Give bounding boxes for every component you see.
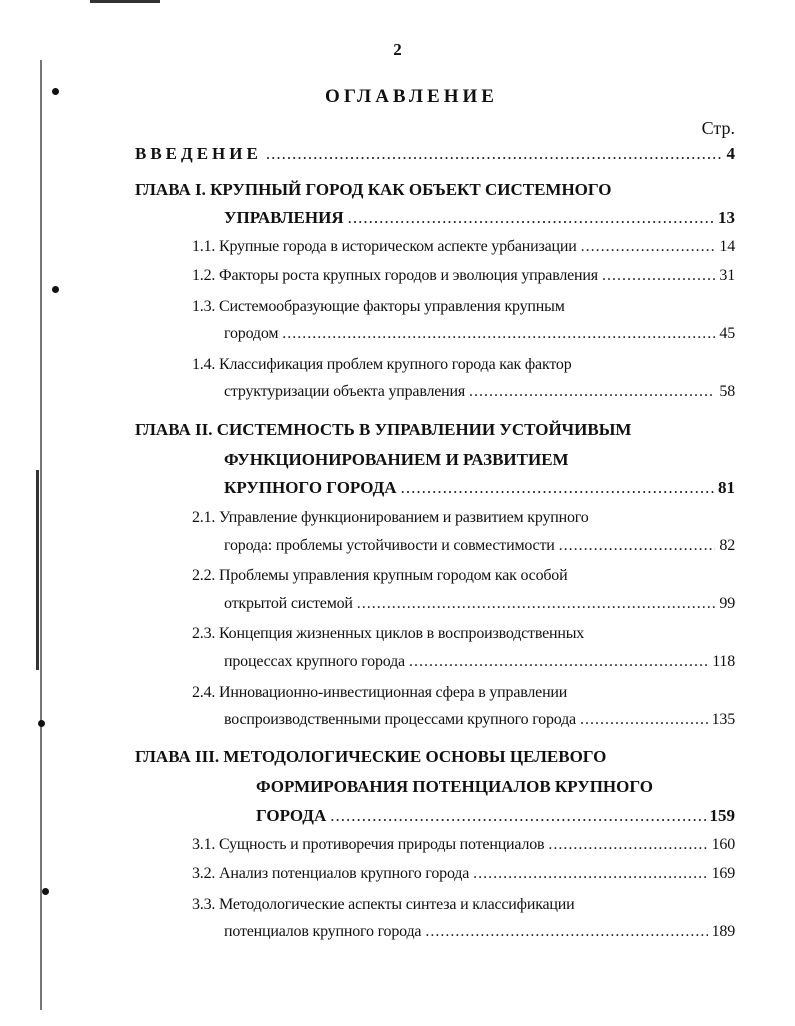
toc-section-2-3-title[interactable]: 2.3. Концепция жизненных циклов в воспроизводственных — [192, 625, 585, 642]
dot-leader — [266, 144, 723, 164]
dot-leader — [282, 325, 715, 343]
toc-page-number: 13 — [718, 208, 735, 227]
dot-leader — [473, 865, 707, 883]
toc-page-number: 81 — [718, 478, 735, 497]
page-column-label: Стр. — [701, 118, 735, 138]
toc-section-3-3[interactable] — [224, 923, 735, 949]
dot-leader — [330, 806, 705, 826]
binding-hole-mark — [52, 286, 59, 293]
toc-section-2-3[interactable] — [224, 653, 735, 679]
toc-entry-title: воспроизводственными процессами крупного города — [224, 711, 576, 728]
toc-section-3-3-title[interactable]: 3.3. Методологические аспекты синтеза и классификации — [192, 896, 575, 913]
toc-chapter-2[interactable] — [224, 478, 735, 504]
toc-page-number: 189 — [711, 923, 735, 940]
toc-entry-title: КРУПНОГО ГОРОДА — [224, 478, 397, 497]
dot-leader — [602, 267, 715, 285]
toc-page-number: 82 — [719, 537, 735, 554]
toc-page-number: 169 — [711, 865, 735, 882]
page-number: 2 — [393, 40, 402, 59]
toc-entry-title: 1.2. Факторы роста крупных городов и эволюция управления — [192, 267, 598, 284]
dot-leader — [581, 238, 716, 256]
scan-binding-shadow — [36, 470, 39, 670]
toc-section-2-2[interactable] — [224, 595, 735, 621]
toc-section-1-4[interactable] — [224, 383, 735, 409]
toc-section-2-1-title[interactable]: 2.1. Управление функционированием и развитием крупного — [192, 509, 589, 526]
scan-edge-mark — [90, 0, 160, 3]
toc-chapter-2-title-line2[interactable]: ФУНКЦИОНИРОВАНИЕМ И РАЗВИТИЕМ — [224, 450, 569, 469]
toc-entry-title: 1.1. Крупные города в историческом аспекте урбанизации — [192, 238, 577, 255]
dot-leader — [409, 653, 708, 671]
toc-page-number: 45 — [719, 325, 735, 342]
toc-section-3-2[interactable] — [192, 865, 735, 891]
toc-entry-title: 3.2. Анализ потенциалов крупного города — [192, 865, 470, 882]
toc-chapter-1-title[interactable]: ГЛАВА I. КРУПНЫЙ ГОРОД КАК ОБЪЕКТ СИСТЕМНОГО — [135, 180, 612, 199]
toc-entry-title: 3.1. Сущность и противоречия природы потенциалов — [192, 836, 545, 853]
toc-entry-introduction[interactable] — [135, 144, 735, 170]
toc-section-2-4[interactable] — [224, 711, 735, 737]
toc-page-number: 31 — [719, 267, 735, 284]
toc-section-1-3[interactable] — [224, 325, 735, 351]
toc-entry-title: структуризации объекта управления — [224, 383, 466, 400]
binding-hole-mark — [42, 888, 49, 895]
toc-section-2-1[interactable] — [224, 537, 735, 563]
toc-entry-title: процессах крупного города — [224, 653, 405, 670]
toc-page-number: 14 — [719, 238, 735, 255]
page-title: ОГЛАВЛЕНИЕ — [325, 86, 498, 107]
toc-page-number: 160 — [711, 836, 735, 853]
toc-chapter-3[interactable] — [256, 806, 735, 832]
scan-binding-line — [40, 60, 42, 1010]
dot-leader — [425, 923, 707, 941]
toc-entry-title: города: проблемы устойчивости и совместимости — [224, 537, 555, 554]
toc-section-1-4-title[interactable]: 1.4. Классификация проблем крупного города как фактор — [192, 356, 572, 373]
toc-entry-title: городом — [224, 325, 279, 342]
toc-section-1-2[interactable] — [192, 267, 735, 293]
toc-section-1-1[interactable] — [192, 238, 735, 264]
dot-leader — [469, 383, 715, 401]
dot-leader — [357, 595, 716, 613]
toc-section-3-1[interactable] — [192, 836, 735, 862]
dot-leader — [548, 836, 707, 854]
dot-leader — [559, 537, 716, 555]
toc-chapter-2-title[interactable]: ГЛАВА II. СИСТЕМНОСТЬ В УПРАВЛЕНИИ УСТОЙЧИВЫМ — [135, 420, 632, 439]
toc-page-number: 135 — [711, 711, 735, 728]
toc-page-number: 159 — [709, 806, 735, 825]
binding-hole-mark — [38, 720, 45, 727]
toc-section-1-3-title[interactable]: 1.3. Системообразующие факторы управления крупным — [192, 298, 565, 315]
toc-section-2-2-title[interactable]: 2.2. Проблемы управления крупным городом как особой — [192, 567, 568, 584]
toc-entry-title: УПРАВЛЕНИЯ — [224, 208, 344, 227]
toc-page-number: 118 — [712, 653, 735, 670]
toc-chapter-3-title[interactable]: ГЛАВА III. МЕТОДОЛОГИЧЕСКИЕ ОСНОВЫ ЦЕЛЕВОГО — [135, 747, 607, 766]
toc-entry-title: открытой системой — [224, 595, 353, 612]
dot-leader — [348, 208, 714, 228]
toc-page-number: 99 — [719, 595, 735, 612]
dot-leader — [401, 478, 714, 498]
toc-entry-title: ВВЕДЕНИЕ — [135, 144, 262, 163]
toc-entry-title: ГОРОДА — [256, 806, 327, 825]
toc-page-number: 4 — [726, 144, 735, 163]
toc-chapter-1[interactable] — [224, 208, 735, 234]
toc-section-2-4-title[interactable]: 2.4. Инновационно-инвестиционная сфера в управлении — [192, 684, 568, 701]
dot-leader — [580, 711, 708, 729]
toc-chapter-3-title-line2[interactable]: ФОРМИРОВАНИЯ ПОТЕНЦИАЛОВ КРУПНОГО — [256, 777, 653, 796]
toc-entry-title: потенциалов крупного города — [224, 923, 422, 940]
toc-page-number: 58 — [719, 383, 735, 400]
